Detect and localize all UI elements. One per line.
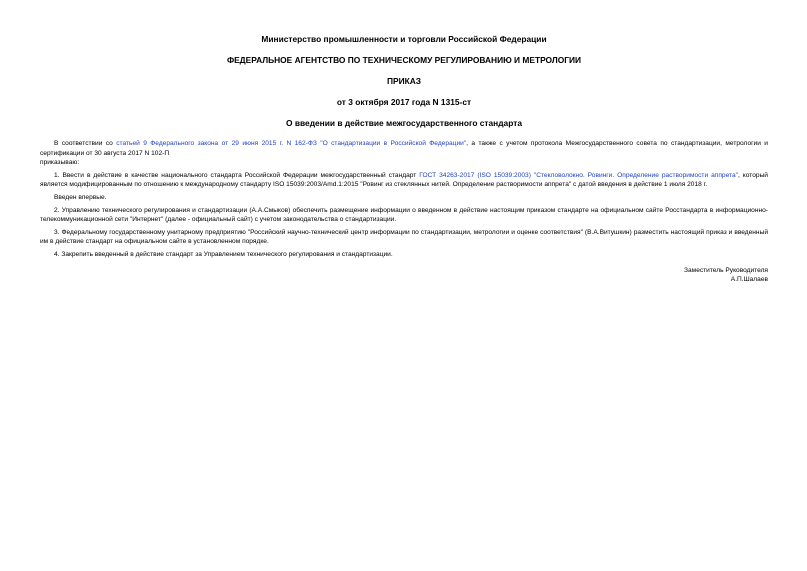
item-1-suffix: , который является модифицированным по отношению к международному стандарту ISO 15039:2003/Amd.1:2015 "Ровинг из стеклянных нитей. Определение растворимости аппрета" с датой введения в действие 1 июля 2018 г. (40, 171, 768, 189)
preamble-suffix: , а также с учетом протокола Межгосударственного совета по стандартизации, метрологии и сертификации от 30 августа 2017 N 102-П (40, 140, 768, 157)
item-3-paragraph: 3. Федеральному государственному унитарному предприятию "Российский научно-технический центр информации по стандартизации, метрологии и оценке соответствия" (В.А.Витушкин) разместить настоящий приказ и введенный им в действие стандарт на официальном сайте в установленном порядке. (40, 228, 768, 246)
item-1-paragraph (40, 171, 768, 190)
order-verb: приказываю: (40, 159, 80, 167)
introduced-first-note: Введен впервые. (54, 193, 107, 201)
order-date-number: от 3 октября 2017 года N 1315-ст (336, 97, 472, 107)
signatory-name: А.П.Шалаев (730, 276, 768, 284)
preamble-paragraph (40, 139, 768, 158)
signature-block (40, 266, 768, 285)
preamble-prefix: В соответствии со (54, 140, 117, 147)
order-title: О введении в действие межгосударственного стандарта (286, 118, 522, 128)
agency-name: ФЕДЕРАЛЬНОЕ АГЕНТСТВО ПО ТЕХНИЧЕСКОМУ РЕГУЛИРОВАНИЮ И МЕТРОЛОГИИ (226, 55, 582, 65)
federal-law-link[interactable]: статьей 9 Федерального закона от 29 июня 2015 г. N 162-ФЗ "О стандартизации в Российской Федерации" (116, 140, 467, 147)
item-2-paragraph: 2. Управлению технического регулирования и стандартизации (А.А.Смыков) обеспечить размещение информации о введенном в действие настоящим приказом стандарте на официальном сайте Росстандарта в информационно-телекоммуникационной сети "Интернет" (далее - официальный сайт) с учетом законодательства о стандартизации. (40, 206, 768, 224)
standard-link[interactable]: ГОСТ 34263-2017 (ISO 15039:2003) "Стекловолокно. Ровинги. Определение растворимости аппрета" (419, 171, 738, 179)
signatory-position: Заместитель Руководителя (684, 266, 768, 274)
item-1-prefix: 1. Ввести в действие в качестве национального стандарта Российской Федерации межгосударственный стандарт (54, 171, 420, 179)
document-type: ПРИКАЗ (386, 76, 422, 86)
item-4-paragraph: 4. Закрепить введенный в действие стандарт за Управлением технического регулирования и стандартизации. (54, 250, 393, 258)
ministry-name: Министерство промышленности и торговли Российской Федерации (261, 34, 547, 44)
order-body (40, 139, 768, 260)
document-page (40, 34, 768, 285)
